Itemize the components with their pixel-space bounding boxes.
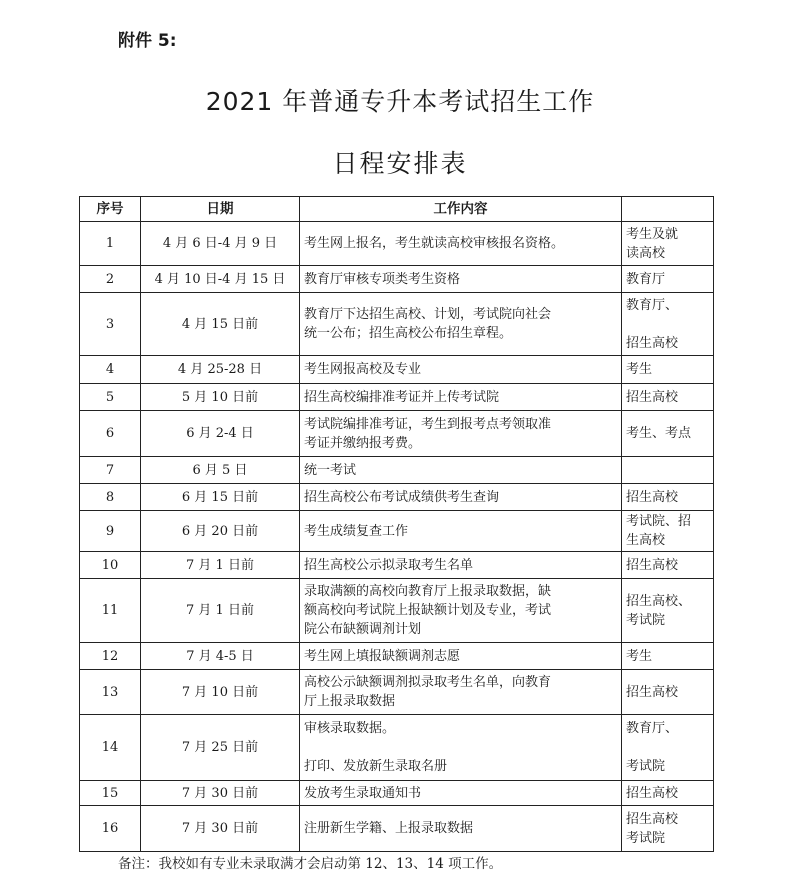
row-date: 7 月 1 日前 [141, 552, 300, 579]
row-dept: 考生 [622, 643, 714, 670]
row-number: 6 [80, 411, 141, 457]
row-dept: 考生、考点 [622, 411, 714, 457]
table-row [80, 266, 714, 293]
row-dept: 考生及就 读高校 [622, 222, 714, 266]
row-dept: 招生高校 [622, 484, 714, 511]
attachment-label: 附件 5: [118, 31, 177, 51]
row-dept: 招生高校 [622, 781, 714, 806]
row-number: 2 [80, 266, 141, 293]
schedule-table [79, 196, 714, 852]
row-date: 6 月 5 日 [141, 457, 300, 484]
row-number: 7 [80, 457, 141, 484]
row-number: 12 [80, 643, 141, 670]
table-row [80, 552, 714, 579]
row-dept: 考试院、招 生高校 [622, 511, 714, 552]
row-dept: 考生 [622, 356, 714, 384]
row-content: 招生高校公布考试成绩供考生查询 [300, 484, 622, 511]
row-dept: 招生高校 [622, 670, 714, 715]
row-date: 7 月 30 日前 [141, 781, 300, 806]
row-content: 录取满额的高校向教育厅上报录取数据，缺 额高校向考试院上报缺额计划及专业，考试 院公布缺额调剂计划 [300, 579, 622, 643]
row-content: 发放考生录取通知书 [300, 781, 622, 806]
table-header-row [80, 197, 714, 222]
table-row [80, 457, 714, 484]
header-content: 工作内容 [300, 197, 622, 222]
table-row [80, 670, 714, 715]
row-content: 高校公示缺额调剂拟录取考生名单，向教育 厅上报录取数据 [300, 670, 622, 715]
row-date: 6 月 2-4 日 [141, 411, 300, 457]
row-dept: 招生高校 [622, 552, 714, 579]
row-number: 10 [80, 552, 141, 579]
table-row [80, 411, 714, 457]
footnote: 备注：我校如有专业未录取满才会启动第 12、13、14 项工作。 [118, 856, 503, 872]
header-dept [622, 197, 714, 222]
row-dept: 教育厅 [622, 266, 714, 293]
row-number: 9 [80, 511, 141, 552]
row-content: 招生高校公示拟录取考生名单 [300, 552, 622, 579]
row-content: 教育厅下达招生高校、计划，考试院向社会 统一公布；招生高校公布招生章程。 [300, 293, 622, 356]
row-dept: 招生高校 考试院 [622, 806, 714, 852]
table-row [80, 293, 714, 356]
row-number: 1 [80, 222, 141, 266]
row-number: 13 [80, 670, 141, 715]
row-dept: 教育厅、 招生高校 [622, 293, 714, 356]
table-row [80, 806, 714, 852]
row-content: 考试院编排准考证，考生到报考点考领取准 考证并缴纳报考费。 [300, 411, 622, 457]
row-number: 14 [80, 715, 141, 781]
row-date: 4 月 15 日前 [141, 293, 300, 356]
row-content: 考生网上报名，考生就读高校审核报名资格。 [300, 222, 622, 266]
header-number: 序号 [80, 197, 141, 222]
table-row [80, 715, 714, 781]
row-date: 7 月 1 日前 [141, 579, 300, 643]
row-content: 考生网报高校及专业 [300, 356, 622, 384]
row-content: 教育厅审核专项类考生资格 [300, 266, 622, 293]
table-row [80, 356, 714, 384]
table-row [80, 579, 714, 643]
row-number: 3 [80, 293, 141, 356]
table-row [80, 781, 714, 806]
row-date: 6 月 20 日前 [141, 511, 300, 552]
row-content: 考生成绩复查工作 [300, 511, 622, 552]
row-number: 11 [80, 579, 141, 643]
table-row [80, 643, 714, 670]
row-date: 7 月 25 日前 [141, 715, 300, 781]
row-content: 招生高校编排准考证并上传考试院 [300, 384, 622, 411]
row-content: 注册新生学籍、上报录取数据 [300, 806, 622, 852]
table-row [80, 222, 714, 266]
row-content: 审核录取数据。 打印、发放新生录取名册 [300, 715, 622, 781]
row-content: 统一考试 [300, 457, 622, 484]
row-date: 6 月 15 日前 [141, 484, 300, 511]
row-number: 8 [80, 484, 141, 511]
row-dept: 招生高校 [622, 384, 714, 411]
row-date: 7 月 10 日前 [141, 670, 300, 715]
page-title: 2021 年普通专升本考试招生工作 [205, 87, 595, 116]
row-dept: 招生高校、 考试院 [622, 579, 714, 643]
table-row [80, 511, 714, 552]
row-date: 4 月 10 日-4 月 15 日 [141, 266, 300, 293]
header-date: 日期 [141, 197, 300, 222]
row-number: 5 [80, 384, 141, 411]
row-date: 7 月 30 日前 [141, 806, 300, 852]
table-row [80, 384, 714, 411]
row-dept [622, 457, 714, 484]
row-date: 7 月 4-5 日 [141, 643, 300, 670]
row-number: 15 [80, 781, 141, 806]
row-date: 5 月 10 日前 [141, 384, 300, 411]
row-number: 4 [80, 356, 141, 384]
page-subtitle: 日程安排表 [332, 149, 468, 178]
row-content: 考生网上填报缺额调剂志愿 [300, 643, 622, 670]
row-date: 4 月 6 日-4 月 9 日 [141, 222, 300, 266]
row-number: 16 [80, 806, 141, 852]
table-row [80, 484, 714, 511]
row-date: 4 月 25-28 日 [141, 356, 300, 384]
row-dept: 教育厅、 考试院 [622, 715, 714, 781]
